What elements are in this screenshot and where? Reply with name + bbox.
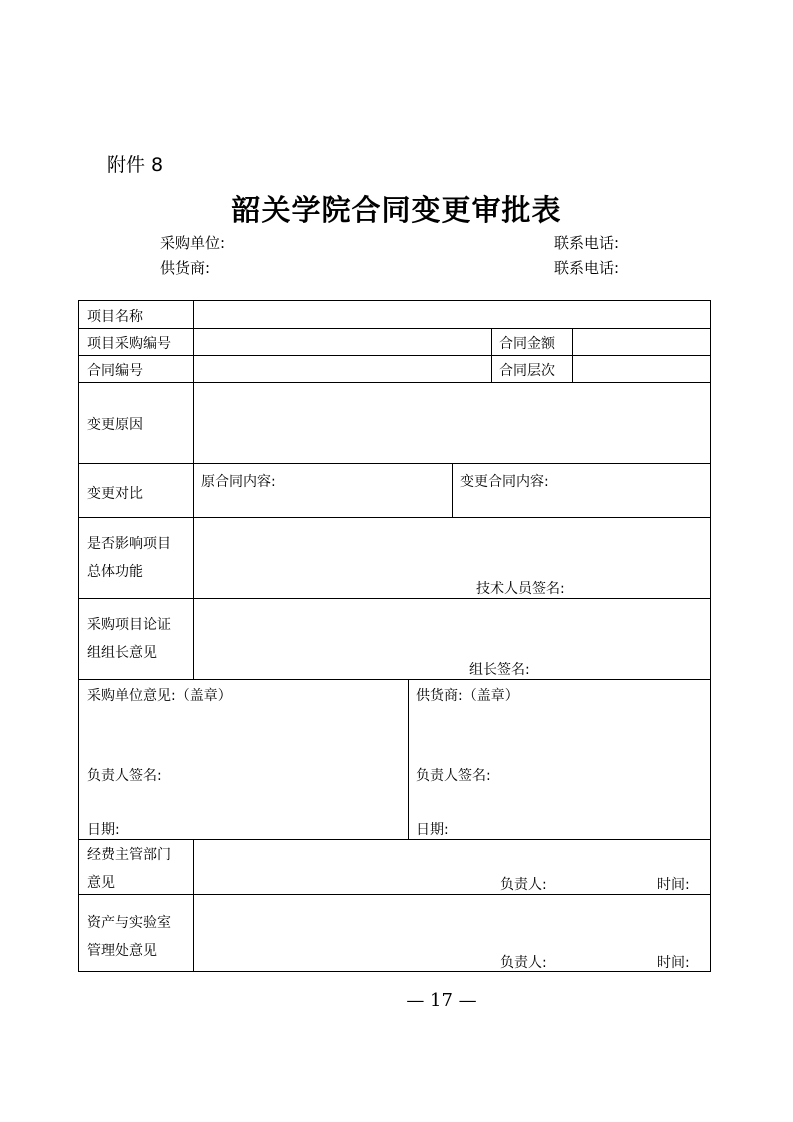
row-divider <box>79 839 710 840</box>
approval-form-table <box>78 300 711 972</box>
change-comparison-label: 变更对比 <box>87 486 143 502</box>
contract-no-label: 合同编号 <box>87 363 143 379</box>
change-reason-label: 变更原因 <box>87 417 143 433</box>
project-purchase-no-label: 项目采购编号 <box>87 336 171 352</box>
funding-dept-label: 经费主管部门 意见 <box>87 847 171 891</box>
purchaser-opinion-label: 采购单位意见:（盖章） <box>87 688 232 704</box>
changed-content-label: 变更合同内容: <box>460 474 549 490</box>
row-divider <box>79 894 710 895</box>
contract-amount-label: 合同金额 <box>499 336 555 352</box>
row-divider <box>79 382 710 383</box>
responsible-label: 负责人: <box>500 877 547 893</box>
leader-signature-label: 组长签名: <box>469 662 530 678</box>
contact-phone-label: 联系电话: <box>554 234 620 252</box>
supplier-label: 供货商: <box>160 259 211 277</box>
supplier-opinion-label: 供货商:（盖章） <box>416 688 519 704</box>
column-divider <box>193 839 194 971</box>
column-divider <box>572 328 573 382</box>
contract-level-label: 合同层次 <box>499 363 555 379</box>
responsible-signature-label: 负责人签名: <box>416 768 491 784</box>
responsible-label: 负责人: <box>500 955 547 971</box>
date-label: 日期: <box>416 822 449 838</box>
affect-function-label: 是否影响项目 总体功能 <box>87 536 171 580</box>
column-divider <box>491 328 492 382</box>
page-number: — 17 — <box>406 990 477 1011</box>
contact-phone-label: 联系电话: <box>554 259 620 277</box>
row-divider <box>79 517 710 518</box>
row-divider <box>79 463 710 464</box>
project-name-label: 项目名称 <box>87 309 143 325</box>
row-divider <box>79 355 710 356</box>
original-content-label: 原合同内容: <box>201 474 276 490</box>
page-title: 韶关学院合同变更审批表 <box>231 193 562 227</box>
column-divider <box>452 463 453 517</box>
date-label: 日期: <box>87 822 120 838</box>
row-divider <box>79 328 710 329</box>
tech-signature-label: 技术人员签名: <box>476 581 565 597</box>
column-divider <box>193 301 194 679</box>
row-divider <box>79 598 710 599</box>
purchaser-unit-label: 采购单位: <box>160 234 226 252</box>
asset-lab-label: 资产与实验室 管理处意见 <box>87 915 171 959</box>
responsible-signature-label: 负责人签名: <box>87 768 162 784</box>
time-label: 时间: <box>657 955 690 971</box>
column-divider <box>408 679 409 839</box>
time-label: 时间: <box>657 877 690 893</box>
review-group-label: 采购项目论证 组组长意见 <box>87 617 171 661</box>
row-divider <box>79 679 710 680</box>
attachment-label: 附件 8 <box>107 154 164 176</box>
